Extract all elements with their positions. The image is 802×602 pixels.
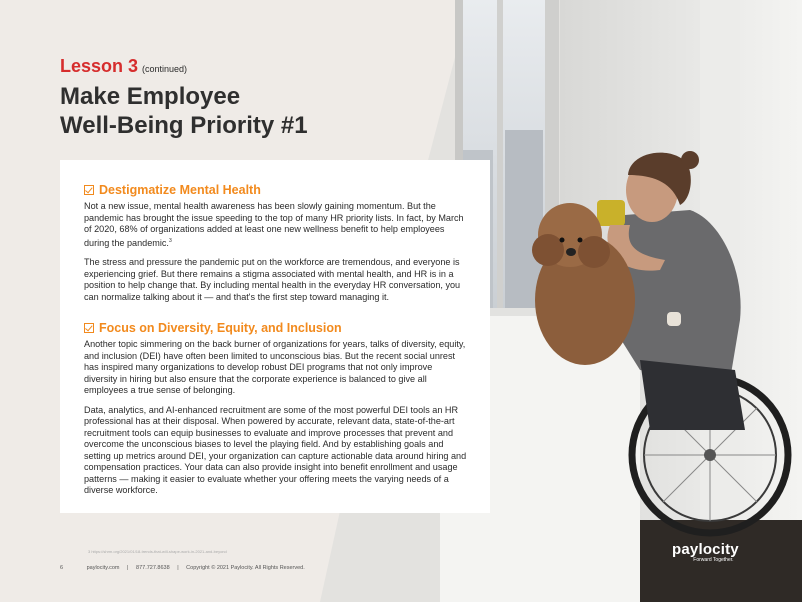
logo-tagline: Forward Together.	[693, 557, 734, 563]
checkbox-icon	[84, 185, 94, 195]
footer-copyright: Copyright © 2021 Paylocity. All Rights Reserved.	[186, 565, 305, 571]
paragraph	[84, 201, 468, 249]
page-title	[60, 82, 400, 140]
page-title-line-1: Make Employee	[60, 83, 241, 110]
lesson-number: Lesson 3	[60, 56, 139, 76]
page-title-line-2: Well-Being Priority #1	[60, 112, 308, 139]
paragraph: Data, analytics, and AI-enhanced recruitment are some of the most powerful DEI tools an HR professional has at their disposal. When powered by accurate, relevant data, state-of-the-art recruitment tools can equip businesses to evaluate and improve processes that prevent and overcome the unconscious biases to level the playing field. And by establishing goals and setting up metrics around DEI, your organization can capture actionable data around hiring and compensation practices. Your data can also provide insight into benefit enrollment and usage patterns — making it easier to evaluate whether your offering meets the varying needs of a diverse workforce.	[84, 404, 467, 495]
footer	[60, 565, 311, 571]
footer-separator: |	[177, 565, 179, 571]
paragraph: The stress and pressure the pandemic put on the workforce are tremendous, and everyone is experiencing grief. But there remains a stigma associated with mental health, and HR is in a position to help change that. By including mental health in the everyday HR conversation, you can normalize talking about it — and that's the first step toward managing it.	[84, 257, 461, 302]
footnote-ref: 3	[168, 237, 172, 244]
footer-separator: |	[127, 565, 129, 571]
footnote: 3 https://shrm.org/2021/01/18-trends-that-will-shape-work-in-2021-and-beyond	[88, 549, 227, 554]
checkbox-icon	[84, 323, 94, 333]
lesson-continued: (continued)	[142, 64, 188, 74]
section-heading-text: Destigmatize Mental Health	[99, 183, 261, 197]
section-heading-text: Focus on Diversity, Equity, and Inclusion	[99, 321, 342, 335]
section-heading	[84, 320, 468, 336]
paylocity-logo	[672, 541, 739, 563]
section-heading	[84, 182, 468, 198]
paragraph-text: Not a new issue, mental health awareness has been slowly gaining momentum. But the pandemic has brought the issue speeding to the top of many HR priority lists. In fact, by March of 2020, 68% of organizations added at least one new wellness benefit to help employees during the pandemic.	[84, 201, 464, 248]
paragraph: Another topic simmering on the back burner of organizations for years, talks of diversity, equity, and inclusion (DEI) have often been limited to unconscious bias. But the recent social unrest has inspired many organizations to develop robust DEI programs that not only improve diversity in hiring but also ensure that the corporate experience is balanced to give all employees a true sense of belonging.	[84, 339, 466, 395]
content-card	[60, 160, 490, 513]
section-dei	[84, 320, 468, 497]
footer-site-link[interactable]: paylocity.com	[86, 565, 120, 571]
logo-name: paylocity	[672, 541, 739, 558]
page-number: 6	[60, 565, 64, 571]
section-mental-health	[84, 182, 468, 303]
lesson-label	[60, 56, 187, 77]
footer-phone: 877.727.8638	[136, 565, 170, 571]
